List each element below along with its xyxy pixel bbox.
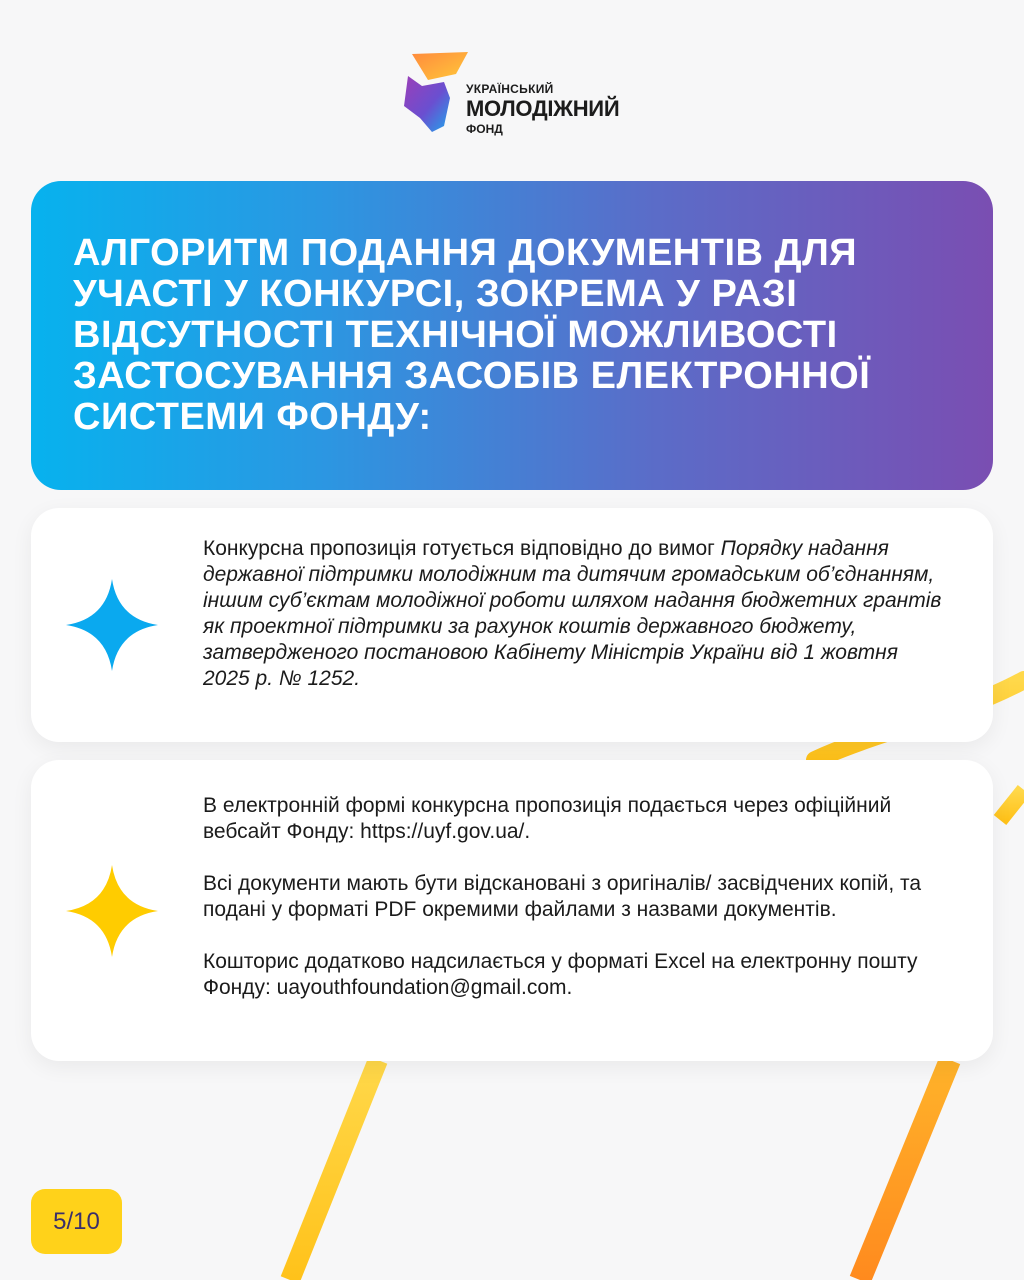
card-requirements-text: [203, 536, 943, 692]
logo-mark-icon: [398, 46, 474, 134]
logo: [398, 46, 638, 138]
hero-title: АЛГОРИТМ ПОДАННЯ ДОКУМЕНТІВ ДЛЯ УЧАСТІ У КОНКУРСІ, ЗОКРЕМА У РАЗІ ВІДСУТНОСТІ ТЕХНІЧНОЇ МОЖЛИВОСТІ ЗАСТОСУВАННЯ ЗАСОБІВ ЕЛЕКТРОННОЇ СИСТЕМИ ФОНДУ:: [73, 232, 871, 438]
info-card-submission: [31, 760, 993, 1061]
card-requirements-regular: Конкурсна пропозиція готується відповідно до вимог: [203, 537, 721, 560]
card-requirements-italic: Порядку надання державної підтримки молодіжним та дитячим громадським об’єднанням, іншим суб’єктам молодіжної роботи шляхом надання бюджетних грантів як проектної підтримки за рахунок коштів державного бюджету, затвердженого постановою Кабінету Міністрів України від 1 жовтня 2025 р. № 1252.: [203, 537, 942, 690]
page-indicator: 5/10: [31, 1189, 122, 1254]
submission-paragraph-documents: Всі документи мають бути відскановані з оригіналів/ засвідчених копій, та подані у форматі PDF окремими файлами з назвами документів.: [203, 872, 922, 921]
logo-line-3: ФОНД: [466, 122, 503, 136]
submission-paragraph-website: В електронній формі конкурсна пропозиція подається через офіційний вебсайт Фонду: https://uyf.gov.ua/.: [203, 794, 892, 843]
star-icon-blue: [66, 579, 158, 671]
star-icon-yellow: [66, 865, 158, 957]
logo-text: [466, 83, 619, 135]
submission-paragraph-budget: Кошторис додатково надсилається у форматі Excel на електронну пошту Фонду: uayouthfoundation@gmail.com.: [203, 950, 918, 999]
logo-line-2: МОЛОДІЖНИЙ: [466, 96, 620, 121]
card-submission-text: [203, 793, 943, 1001]
hero-banner: [31, 181, 993, 490]
logo-line-1: УКРАЇНСЬКИЙ: [466, 82, 554, 96]
info-card-requirements: [31, 508, 993, 742]
